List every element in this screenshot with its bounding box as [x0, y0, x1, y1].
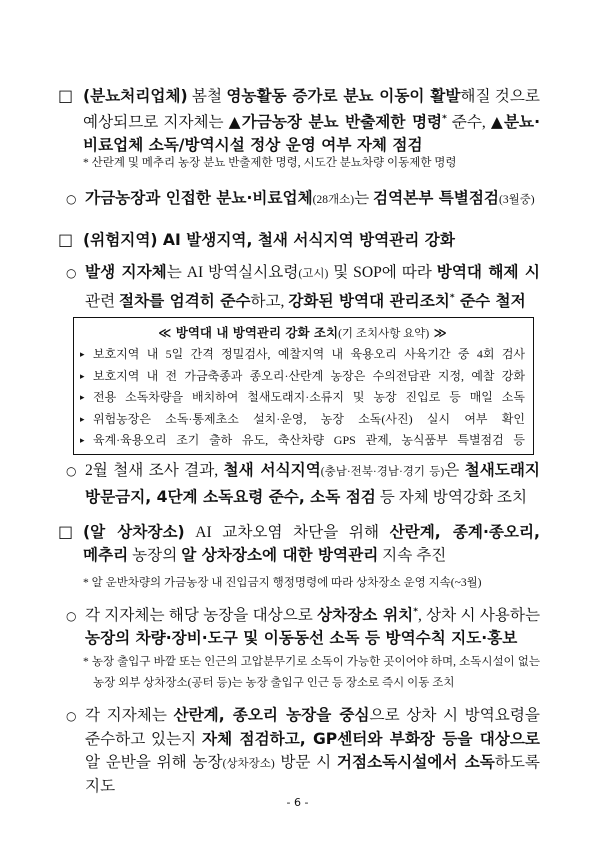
summary-box	[73, 317, 534, 455]
text-segment: 산란계, 종오리 농장을 중심	[173, 706, 370, 724]
section-risk-area	[58, 229, 540, 252]
summary-item	[80, 409, 525, 431]
text-segment: 으로 상차 시 방역요령을 준수하고 있는지	[85, 707, 540, 748]
summary-item-text: 보호지역 내 전 가금축종과 종오리·산란계 농장은 수의전담관 지정, 예찰 강화	[93, 368, 525, 383]
text-segment: 2월 철새 조사 결과,	[85, 462, 224, 479]
text-segment: 은	[444, 462, 465, 479]
circle-bullet: ○	[66, 192, 77, 206]
section-heading: (위험지역) AI 발생지역, 철새 서식지역 방역관리 강화	[83, 231, 455, 249]
text-segment: 가금농장과 인접한 분뇨·비료업체	[85, 189, 313, 207]
title-bracket: ≪	[158, 325, 176, 340]
text-segment: 상차장소 위치	[317, 606, 414, 625]
text-segment: 농장의	[128, 547, 182, 564]
circle-bullet: ○	[66, 609, 77, 624]
text-segment: , 상차 시 사용하는	[417, 607, 541, 625]
text-segment: 및 SOP에 따라	[328, 264, 437, 281]
text-segment: 절차를 엄격히 준수	[119, 292, 251, 311]
summary-box-title	[80, 323, 525, 344]
footnote-mark: *	[413, 607, 418, 617]
text-segment: 강화된 방역대 관리조치	[288, 292, 450, 311]
title-text: 방역대 내 방역관리 강화 조치	[175, 325, 339, 340]
text-segment: 발생 지자체	[85, 263, 167, 281]
triangle-bullet-icon: ▸	[80, 393, 85, 403]
circle-item	[66, 260, 540, 314]
text-segment: 관련	[85, 293, 120, 311]
circle-bullet: ○	[66, 464, 77, 478]
section-egg-loading	[58, 520, 540, 567]
section-waste-processing	[58, 85, 540, 157]
text-segment: 방문 시	[274, 754, 337, 771]
summary-item	[80, 387, 525, 409]
text-segment: (고시)	[298, 268, 329, 280]
text-segment: 검역본부 특별점검	[373, 189, 499, 207]
summary-item	[80, 366, 525, 388]
text-segment: (3월중)	[498, 194, 535, 206]
text-segment: 철새 서식지역	[223, 461, 321, 479]
text-segment: AI 교차오염 차단을 위해	[184, 524, 390, 541]
summary-item	[80, 344, 525, 366]
text-segment: 준수,	[446, 114, 491, 132]
text-segment: 는 AI 방역실시요령	[166, 264, 299, 281]
text-segment: 거점소독시설에서 소독	[336, 753, 495, 771]
circle-item	[66, 458, 540, 510]
page-number: - 6 -	[286, 796, 309, 809]
square-bullet: □	[58, 230, 74, 249]
triangle-bullet-icon: ▸	[80, 436, 85, 446]
footnote: * 산란계 및 메추리 농장 분뇨 반출제한 명령, 시도간 분뇨차량 이동제한 명령	[83, 157, 457, 169]
text-segment: 철새도래지 방문금지, 4단계 소독요령 준수, 소독 점검	[85, 461, 540, 506]
summary-item	[80, 430, 525, 452]
footnote: * 농장 출입구 바깥 또는 인근의 고압분무기로 소독이 가능한 곳이어야 하며, 소독시설이 없는 농장 외부 상차장소(공터 등)는 농장 출입구 인근 등 장소로 즉시 이동 조치	[83, 656, 540, 689]
text-segment: 산란계, 종계·종오리, 메추리	[83, 523, 540, 564]
title-note: (기 조치사항 요약)	[338, 328, 430, 340]
text-segment: 하도록 지도	[85, 754, 540, 795]
text-segment: 봄철	[187, 88, 227, 105]
text-segment: 는	[354, 190, 374, 207]
circle-bullet: ○	[66, 266, 77, 280]
text-segment: 알 운반을 위해 농장	[85, 754, 223, 771]
text-segment: 영농활동 증가로 분뇨 이동이 활발	[226, 87, 461, 105]
summary-item-text: 보호지역 내 5일 간격 정밀검사, 예찰지역 내 육용오리 사육기간 중 4회 검사	[93, 347, 525, 361]
triangle-bullet-icon: ▸	[80, 371, 85, 382]
summary-item-text: 전용 소독차량을 배치하여 철새도래지·소류지 및 농장 진입로 등 매일 소독	[93, 390, 525, 404]
text-segment: (28개소)	[312, 194, 355, 206]
footnote: * 알 운반차량의 가금농장 내 진입금지 행정명령에 따라 상차장소 운영 지속(~3월)	[83, 577, 482, 589]
text-segment: 자체 점검하고, GP센터와 부화장 등을 대상으로	[202, 729, 540, 748]
circle-item	[66, 187, 540, 211]
text-segment: 등 자체 방역강화 조치	[375, 489, 528, 506]
circle-item	[66, 601, 540, 650]
text-segment: 해질 것으로 예상되므로 지자체는	[83, 88, 540, 132]
footnote-mark: *	[449, 293, 455, 303]
text-segment: 각 지자체는	[85, 707, 174, 724]
square-bullet: □	[58, 86, 74, 105]
circle-item	[66, 704, 540, 798]
text-segment: 준수 철저	[454, 292, 526, 311]
summary-item-text: 육계·육용오리 조기 출하 유도, 축산차량 GPS 관제, 농식품부 특별점검 등	[93, 433, 525, 447]
triangle-bullet-icon: ▸	[80, 350, 85, 360]
text-segment: 방역대 해제 시	[436, 263, 540, 281]
triangle-bullet-icon: ▸	[80, 414, 85, 425]
text-segment: (상차장소)	[222, 758, 275, 770]
circle-bullet: ○	[66, 709, 77, 723]
text-segment: 하고,	[250, 293, 289, 311]
title-bracket: ≫	[429, 325, 447, 340]
text-segment: 지속 추진	[378, 547, 447, 564]
text-segment: ▲가금농장 분뇨 반출제한 명령	[228, 113, 443, 132]
text-segment: 농장의 차량·장비·도구 및 이동동선 소독 등 방역수칙 지도·홍보	[85, 629, 518, 648]
text-segment: (충남·전북·경남·경기 등)	[320, 466, 445, 478]
text-segment: ▲분뇨·비료업체 소독/방역시설 정상 운영 여부 자체 점검	[83, 113, 540, 155]
footnote-mark: *	[442, 114, 447, 124]
section-heading: (분뇨처리업체)	[83, 87, 188, 105]
text-segment: 각 지자체는 해당 농장을 대상으로	[85, 607, 318, 625]
text-segment: 알 상차장소에 대한 방역관리	[181, 546, 379, 564]
section-heading: (알 상차장소)	[83, 523, 185, 541]
square-bullet: □	[58, 522, 74, 541]
summary-item-text: 위험농장은 소독·통제초소 설치·운영, 농장 소독(사진) 실시 여부 확인	[93, 411, 525, 426]
